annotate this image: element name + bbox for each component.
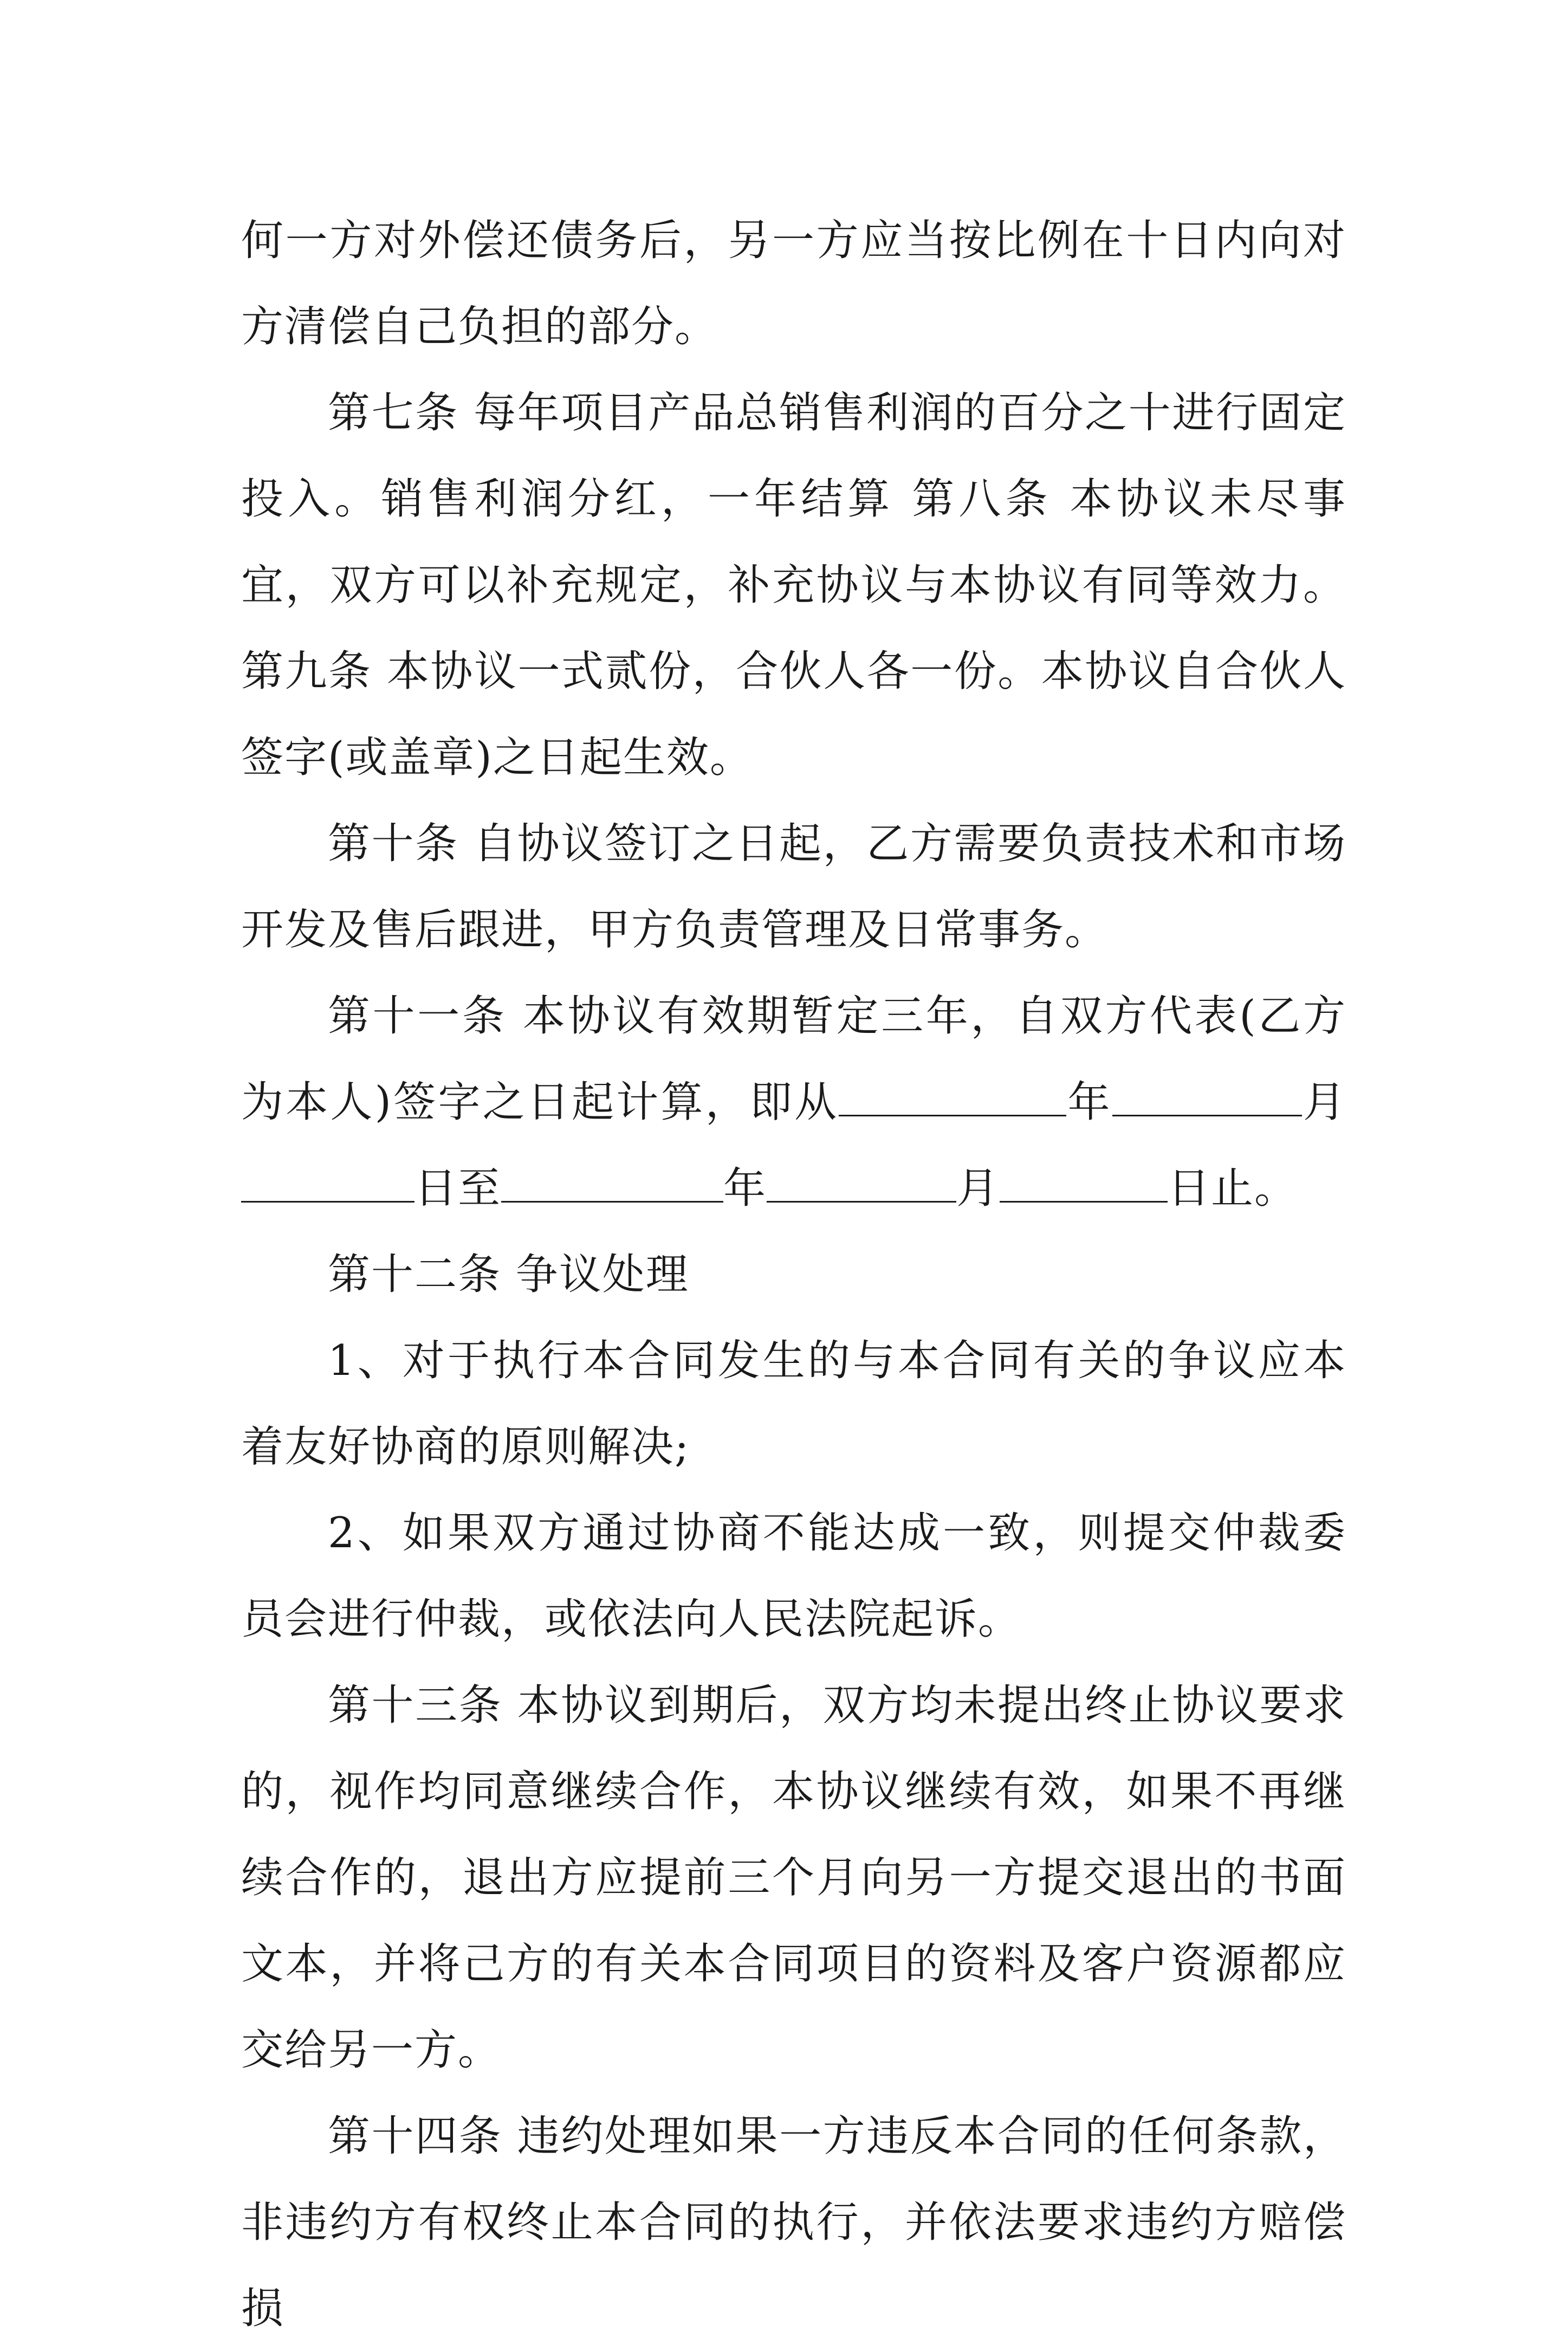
blank-end-day[interactable] [1000, 1165, 1168, 1203]
label-day-to: 日至 [414, 1164, 502, 1213]
paragraph-article-14: 第十四条 违约处理如果一方违反本合同的任何条款，非违约方有权终止本合同的执行，并依法要求违约方赔偿损 [241, 2112, 1346, 2333]
paragraph-article-13: 第十三条 本协议到期后，双方均未提出终止协议要求的，视作均同意继续合作，本协议继续有效，如果不再继续合作的，退出方应提前三个月向另一方提交退出的书面文本，并将己方的有关本合同项目的资料及客户资源都应交给另一方。 [241, 1681, 1346, 2075]
paragraph-clause-1: 1、对于执行本合同发生的与本合同有关的争议应本着友好协商的原则解决; [241, 1336, 1346, 1471]
blank-start-month[interactable] [1112, 1079, 1302, 1116]
paragraph-article-10: 第十条 自协议签订之日起，乙方需要负责技术和市场开发及售后跟进，甲方负责管理及日常事务。 [241, 819, 1346, 954]
blank-start-day[interactable] [241, 1165, 414, 1203]
paragraph-article-12: 第十二条 争议处理 [328, 1250, 689, 1299]
document-body [241, 198, 1346, 2352]
paragraph-continuation: 何一方对外偿还债务后，另一方应当按比例在十日内向对方清偿自己负担的部分。 [241, 216, 1346, 351]
label-month: 月 [1301, 1078, 1346, 1127]
paragraph-article-7-9: 第七条 每年项目产品总销售利润的百分之十进行固定投入。销售利润分红，一年结算 第八条 本协议未尽事宜，双方可以补充规定，补充协议与本协议有同等效力。 第九条 本协议一式贰份，合伙人各一份。本协议自合伙人签字(或盖章)之日起生效。 [241, 389, 1346, 782]
label-day-end: 日止。 [1168, 1164, 1298, 1213]
label-month: 月 [956, 1164, 1000, 1213]
label-year: 年 [723, 1164, 767, 1213]
paragraph-article-11 [241, 973, 1346, 1232]
blank-end-year[interactable] [501, 1165, 723, 1203]
paragraph-clause-2: 2、如果双方通过协商不能达成一致，则提交仲裁委员会进行仲裁，或依法向人民法院起诉。 [241, 1509, 1346, 1644]
blank-start-year[interactable] [839, 1079, 1066, 1116]
label-year: 年 [1066, 1078, 1112, 1127]
article-11-text: 第十一条 本协议有效期暂定三年，自双方代表(乙方为本人)签字之日起计算，即从 [241, 992, 1346, 1127]
blank-end-month[interactable] [767, 1165, 956, 1203]
